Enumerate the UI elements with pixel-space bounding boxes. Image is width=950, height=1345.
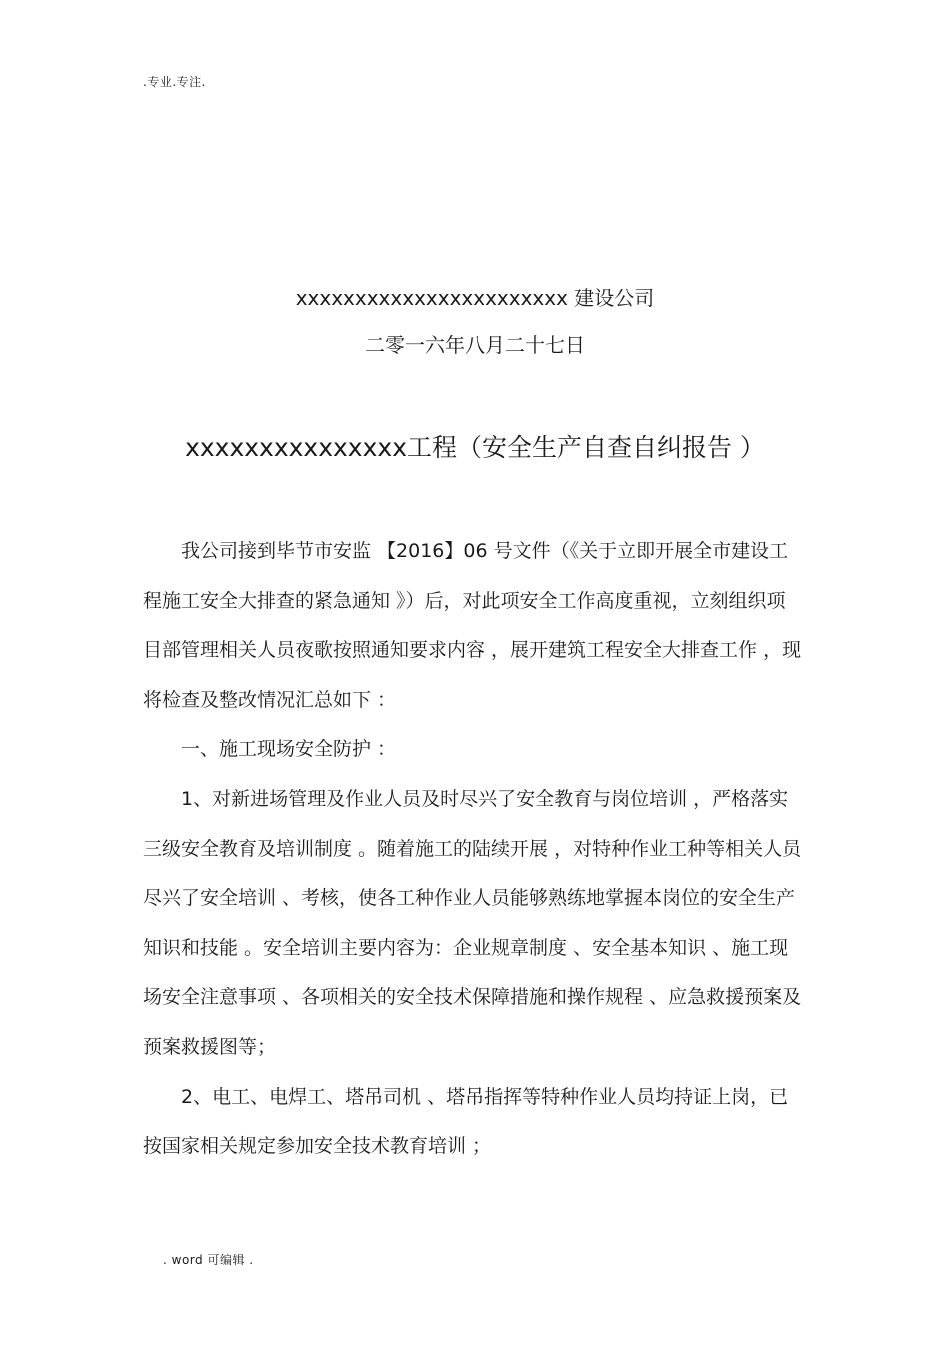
page-header: .专业.专注.	[143, 75, 206, 89]
page-footer: . word 可编辑 .	[163, 1253, 254, 1267]
company-line: xxxxxxxxxxxxxxxxxxxxxxx 建设公司	[295, 286, 655, 310]
item-2-paragraph: 2、电工、电焊工、塔吊司机 、塔吊指挥等特种作业人员均持证上岗，已按国家相关规定参加安全技术教育培训 ；	[143, 1085, 789, 1158]
document-title: xxxxxxxxxxxxxxx工程（安全生产自查自纠报告 ）	[185, 433, 765, 462]
intro-paragraph: 我公司接到毕节市安监 【2016】06 号文件（《关于立即开展全市建设工程施工安全大排查的紧急通知 》）后，对此项安全工作高度重视，立刻组织项目部管理相关人员夜歌按照通知要求内容 ，展开建筑工程安全大排查工作 ，现将检查及整改情况汇总如下 ：	[143, 540, 802, 711]
section-heading: 一、施工现场安全防护 ：	[181, 738, 397, 761]
date-line: 二零一六年八月二十七日	[365, 333, 585, 357]
report-body	[143, 527, 803, 1172]
item-1-paragraph: 1、对新进场管理及作业人员及时尽兴了安全教育与岗位培训 ，严格落实三级安全教育及培训制度 。随着施工的陆续开展 ，对特种作业工种等相关人员尽兴了安全培训 、考核，使各工种作业人员能够熟练地掌握本岗位的安全生产知识和技能 。安全培训主要内容为：企业规章制度 、安全基本知识 、施工现场安全注意事项 、各项相关的安全技术保障措施和操作规程 、应急救援预案及预案救援图等；	[143, 787, 802, 1058]
